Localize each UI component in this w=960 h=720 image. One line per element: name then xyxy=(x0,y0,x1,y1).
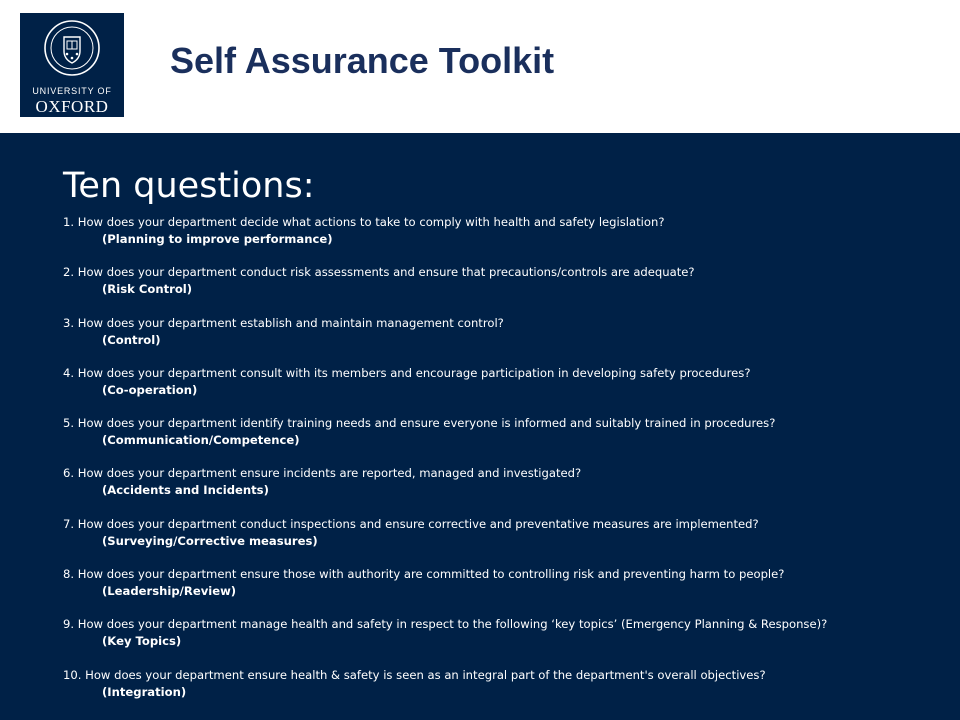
question-category: (Co-operation) xyxy=(102,382,198,397)
question-text: 1. How does your department decide what actions to take to comply with health and safety legislation? xyxy=(63,215,665,229)
question-item xyxy=(63,315,943,365)
logo-text-oxford: OXFORD xyxy=(35,97,109,116)
question-category: (Leadership/Review) xyxy=(102,584,237,599)
question-text: 7. How does your department conduct inspections and ensure corrective and preventative measures are implemented? xyxy=(63,516,759,531)
question-text: 6. How does your department ensure incidents are reported, managed and investigated? xyxy=(63,466,582,481)
question-text: 9. How does your department manage health and safety in respect to the following ‘key topics’ (Emergency Planning & Response)? xyxy=(63,617,828,632)
header xyxy=(0,0,960,133)
page-title: Self Assurance Toolkit xyxy=(170,40,555,81)
question-text: 10. How does your department ensure health & safety is seen as an integral part of the department's overall objectives? xyxy=(63,667,766,682)
oxford-crest-icon xyxy=(20,13,124,85)
question-category: (Control) xyxy=(102,332,161,347)
question-item xyxy=(63,415,943,465)
question-category: (Communication/Competence) xyxy=(102,433,300,448)
question-item xyxy=(63,214,943,264)
question-text: 4. How does your department consult with its members and encourage participation in developing safety procedures? xyxy=(63,365,751,380)
question-item xyxy=(63,365,943,415)
question-category: (Accidents and Incidents) xyxy=(102,483,269,498)
question-text: 2. How does your department conduct risk assessments and ensure that precautions/controls are adequate? xyxy=(63,265,695,280)
question-category: (Risk Control) xyxy=(102,282,193,297)
question-category: (Surveying/Corrective measures) xyxy=(102,533,318,548)
question-category: (Planning to improve performance) xyxy=(102,232,333,246)
logo-text-university: UNIVERSITY OF xyxy=(32,86,112,96)
question-item xyxy=(63,667,943,717)
question-item xyxy=(63,264,943,314)
question-category: (Integration) xyxy=(102,684,187,699)
question-item xyxy=(63,516,943,566)
question-category: (Key Topics) xyxy=(102,634,182,649)
question-item xyxy=(63,616,943,666)
university-logo xyxy=(20,13,124,117)
question-text: 8. How does your department ensure those with authority are committed to controlling risk and preventing harm to people? xyxy=(63,567,785,582)
question-item xyxy=(63,465,943,515)
question-text: 3. How does your department establish and maintain management control? xyxy=(63,315,504,330)
section-heading: Ten questions: xyxy=(63,166,315,206)
question-item xyxy=(63,566,943,616)
questions-list xyxy=(63,214,943,717)
question-text: 5. How does your department identify training needs and ensure everyone is informed and suitably trained in procedures? xyxy=(63,416,776,431)
